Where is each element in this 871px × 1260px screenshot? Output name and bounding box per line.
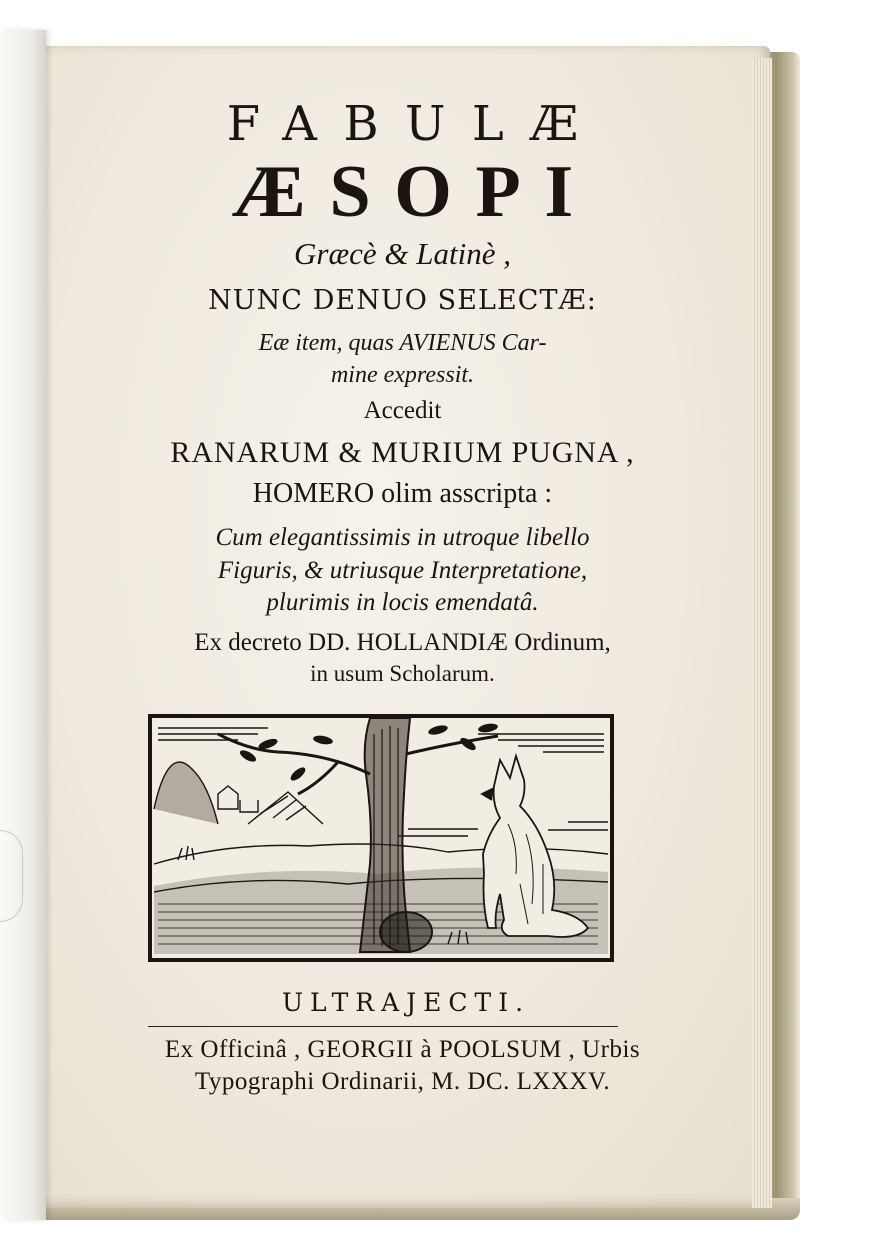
- text-ex-decreto: Ex decreto DD. HOLLANDIÆ Ordinum,: [194, 629, 611, 656]
- text-accedit: Accedit: [363, 397, 442, 424]
- subtitle-nunc-denuo: NUNC DENUO SELECTÆ:: [208, 285, 597, 316]
- text-ranarum: RANARUM & MURIUM PUGNA ,: [170, 436, 635, 469]
- imprint-officina: Ex Officinâ , GEORGII à POOLSUM , Urbis: [164, 1036, 641, 1063]
- woodcut-illustration: [148, 714, 614, 962]
- text-mine-expressit: mine expressit.: [330, 362, 475, 388]
- imprint-place: ULTRAJECTI.: [281, 988, 531, 1017]
- title-line-aesopi: ÆSOPI: [231, 151, 597, 233]
- text-figuris: Figuris, & utriusque Interpretatione,: [217, 557, 588, 584]
- flyleaf-crease: [0, 830, 23, 922]
- text-in-usum: in usum Scholarum.: [310, 661, 495, 686]
- text-cum-elegantissimis: Cum elegantissimis in utroque libello: [215, 524, 590, 551]
- text-plurimis: plurimis in locis emendatâ.: [266, 589, 539, 616]
- imprint-typographi: Typographi Ordinarii, M. DC. LXXXV.: [194, 1068, 611, 1095]
- subtitle-graece-latine: Græcè & Latinè ,: [294, 236, 511, 271]
- text-avienus: Eæ item, quas AVIENUS Car-: [258, 330, 547, 356]
- imprint-rule: [148, 1026, 618, 1027]
- text-homero: HOMERO olim asscripta :: [252, 478, 553, 509]
- title-line-fabulae: FABULÆ: [226, 96, 605, 152]
